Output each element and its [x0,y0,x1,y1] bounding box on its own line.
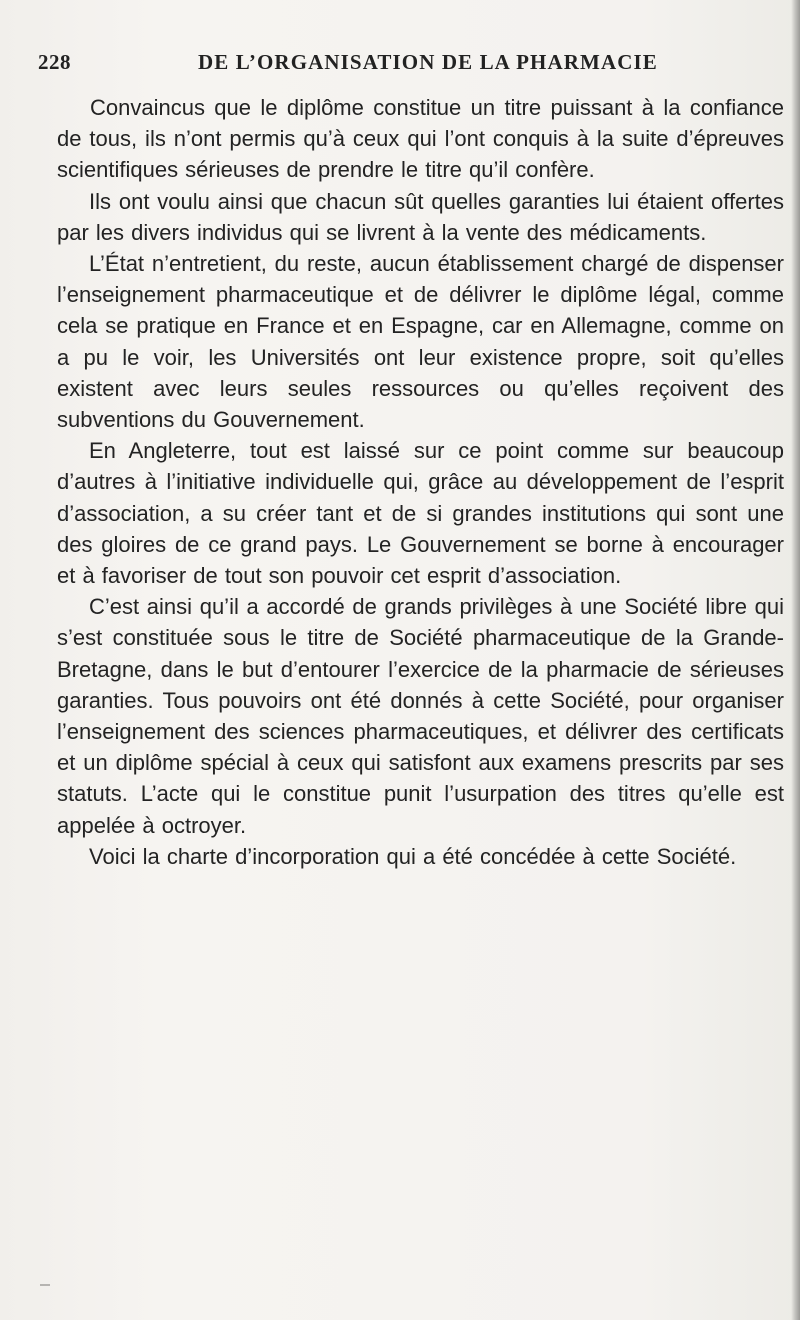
running-title: DE L’ORGANISATION DE LA PHARMACIE [198,50,658,74]
page-header [38,50,760,84]
paragraph-3: L’État n’entretient, du reste, aucun établissement chargé de dispenser l’enseignement pharmaceutique et de délivrer le diplôme légal, comme cela se pratique en France et en Espagne, car en Allemagne, comme on a pu le voir, les Universités ont leur existence propre, soit qu’elles existent avec leurs seules ressources ou qu’elles reçoivent des subventions du Gouvernement. [57,251,784,433]
paragraph-1: Convaincus que le diplôme constitue un titre puissant à la confiance de tous, ils n’ont permis qu’à ceux qui l’ont conquis à la suite d’épreuves scientifiques sérieuses de prendre le titre qu’il confère. [57,95,784,183]
paragraph-2: Ils ont voulu ainsi que chacun sût quelles garanties lui étaient offertes par les divers individus qui se livrent à la vente des médicaments. [57,188,784,245]
main-text [57,92,784,872]
paragraph-6: Voici la charte d’incorporation qui a été concédée à cette Société. [89,843,737,869]
paragraph-4: En Angleterre, tout est laissé sur ce point comme sur beaucoup d’autres à l’initiative individuelle qui, grâce au développement de l’esprit d’association, a su créer tant et de si grandes institutions qui sont une des gloires de ce grand pays. Le Gouvernement se borne à encourager et à favoriser de tout son pouvoir cet esprit d’association. [57,438,784,589]
page-edge-shadow [791,0,800,1320]
printing-mark [40,1284,50,1286]
page-number: 228 [38,50,71,74]
paragraph-5: C’est ainsi qu’il a accordé de grands privilèges à une Société libre qui s’est constituée sous le titre de Société pharmaceutique de la Grande-Bretagne, dans le but d’entourer l’exercice de la pharmacie de sérieuses garanties. Tous pouvoirs ont été donnés à cette Société, pour organiser l’enseignement des sciences pharmaceutiques, et délivrer des certificats et un diplôme spécial à ceux qui satisfont aux examens prescrits par ses statuts. L’acte qui le constitue punit l’usurpation des titres qu’elle est appelée à octroyer. [57,594,784,838]
